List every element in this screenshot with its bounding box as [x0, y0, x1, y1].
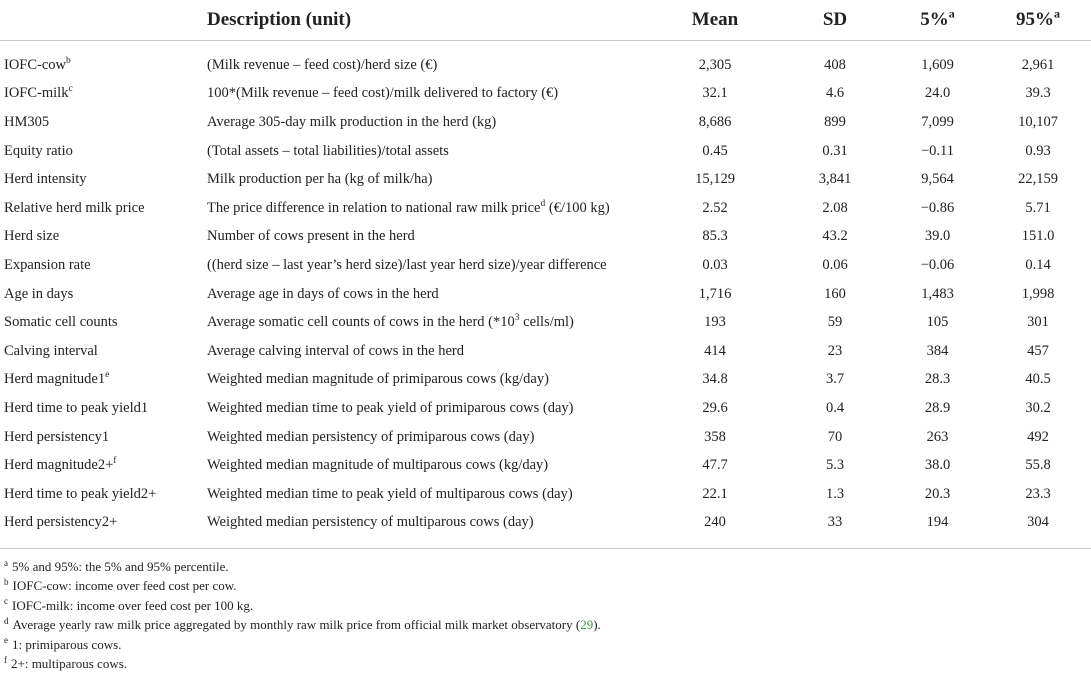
variable-description: Weighted median persistency of primiparous cows (day) [207, 428, 535, 445]
table-row [0, 366, 1091, 395]
variable-name: Herd time to peak yield2+ [4, 485, 157, 502]
sd-value: 0.06 [822, 256, 848, 273]
p5-value: 263 [926, 428, 949, 445]
sd-value: 899 [824, 113, 846, 130]
p95-value: 1,998 [1021, 285, 1055, 302]
sd-value: 2.08 [822, 199, 848, 216]
superscript: 3 [514, 313, 520, 324]
variable-description: ((herd size – last year’s herd size)/last year herd size)/year difference [207, 256, 607, 273]
variable-name: Age in days [4, 285, 74, 302]
table-row [0, 80, 1091, 109]
variable-description: 100*(Milk revenue – feed cost)/milk delivered to factory (€) [207, 85, 559, 102]
variable-name: IOFC-cow$^b$ [4, 55, 71, 73]
header-row [0, 0, 1091, 41]
p5-value: 20.3 [924, 485, 951, 502]
p5-value: 1,483 [921, 285, 954, 302]
sd-value: 3.7 [825, 371, 845, 388]
p95-value: 22,159 [1018, 171, 1058, 188]
p95-value: 151.0 [1021, 228, 1055, 245]
footnote-mark: f [4, 654, 7, 665]
footnote-mark: e [105, 370, 110, 381]
mean-value: 29.6 [702, 399, 728, 416]
header-variable [0, 0, 207, 41]
sd-value: 5.3 [825, 457, 845, 474]
p95-value: 30.2 [1025, 399, 1051, 416]
variable-description: Average 305-day milk production in the herd (kg) [207, 113, 497, 130]
variable-description: Weighted median time to peak yield of primiparous cows (day) [207, 399, 574, 416]
sd-value: 4.6 [825, 85, 845, 102]
header-mean: Mean [650, 0, 780, 41]
mean-value: 2.52 [702, 199, 728, 216]
footnote-mark: b [66, 55, 71, 66]
sd-value: 70 [827, 428, 843, 445]
variable-description: Average calving interval of cows in the herd [207, 342, 465, 359]
table-bottom-rule [0, 548, 1091, 549]
variable-name: Equity ratio [4, 142, 73, 159]
table-row [0, 194, 1091, 223]
footnote-mark: c [4, 596, 8, 607]
footnote: $^f$ 2+: multiparous cows. [4, 654, 128, 672]
p95-value: 304 [1027, 514, 1049, 531]
sd-value: 160 [824, 285, 846, 302]
mean-value: 2,305 [698, 56, 732, 73]
p95-value: 301 [1027, 314, 1049, 331]
table-row [0, 423, 1091, 452]
sd-value: 0.4 [825, 399, 845, 416]
footnote-mark: b [4, 577, 9, 588]
footnote-mark: a [1054, 6, 1060, 21]
mean-value: 358 [704, 428, 726, 445]
header-p5: 5%$^a$ [890, 0, 985, 41]
variable-description: (Milk revenue – feed cost)/herd size (€) [207, 56, 438, 73]
sd-value: 59 [827, 314, 843, 331]
mean-value: 414 [704, 342, 726, 359]
table-row [0, 337, 1091, 366]
variable-name: Herd magnitude1e [4, 370, 110, 388]
variable-description: (Total assets – total liabilities)/total assets [207, 142, 449, 159]
sd-value: 3,841 [818, 171, 852, 188]
header-description: Description (unit) [207, 0, 650, 41]
mean-value: 47.7 [702, 457, 728, 474]
variable-name: IOFC-milk$^c$ [4, 84, 73, 102]
p95-value: 0.93 [1025, 142, 1051, 159]
p5-value: 7,099 [921, 113, 954, 130]
mean-value: 240 [704, 514, 726, 531]
table-row [0, 108, 1091, 137]
table-row [0, 308, 1091, 337]
p5-value: −0.86 [920, 199, 955, 216]
mean-value: 193 [704, 314, 726, 331]
p5-value: 28.3 [924, 371, 951, 388]
variable-name: Herd size [4, 228, 60, 245]
footnote-mark: d [4, 615, 9, 626]
mean-value: 1,716 [698, 285, 732, 302]
p95-value: 2,961 [1021, 56, 1055, 73]
mean-value: 0.45 [702, 142, 728, 159]
table-row [0, 41, 1091, 80]
p5-value: 194 [926, 514, 949, 531]
p5-value: 384 [926, 342, 949, 359]
table-row [0, 480, 1091, 509]
sd-value: 0.31 [822, 142, 848, 159]
superscript: d [540, 198, 546, 209]
sd-value: 23 [827, 342, 843, 359]
variable-description: The price difference in relation to national raw milk price$^d$ (€/100 kg) [207, 198, 610, 216]
variable-description: Weighted median magnitude of multiparous cows (kg/day) [207, 457, 549, 474]
table-row [0, 137, 1091, 166]
p95-value: 23.3 [1025, 485, 1051, 502]
variable-name: Herd magnitude2+$^f$ [4, 456, 117, 474]
mean-value: 85.3 [702, 228, 728, 245]
sd-value: 1.3 [825, 485, 845, 502]
variable-description: Number of cows present in the herd [207, 228, 415, 245]
footnote-mark: e [4, 635, 8, 646]
variable-name: HM305 [4, 113, 50, 130]
variable-name: Herd persistency2+ [4, 514, 118, 531]
table-row [0, 251, 1091, 280]
table-footnotes [4, 557, 601, 673]
footnote: $^b$ IOFC-cow: income over feed cost per cow. [4, 577, 237, 594]
reference-link[interactable]: 29 [580, 617, 594, 633]
variable-name: Somatic cell counts [4, 314, 118, 331]
variable-name: Expansion rate [4, 256, 91, 273]
p5-value: 9,564 [921, 171, 954, 188]
variable-name: Herd time to peak yield1 [4, 399, 149, 416]
p95-value: 55.8 [1025, 457, 1051, 474]
mean-value: 22.1 [702, 485, 728, 502]
footnote: $^c$ IOFC-milk: income over feed cost per 100 kg. [4, 596, 254, 613]
variable-description: Weighted median time to peak yield of multiparous cows (day) [207, 485, 573, 502]
variable-name: Calving interval [4, 342, 98, 359]
p5-value: 1,609 [921, 56, 954, 73]
p95-value: 10,107 [1018, 113, 1058, 130]
p5-value: 24.0 [924, 85, 951, 102]
variable-description: Average age in days of cows in the herd [207, 285, 439, 302]
mean-value: 32.1 [702, 85, 728, 102]
p5-value: 28.9 [924, 399, 951, 416]
table-row [0, 451, 1091, 480]
footnote-mark: a [948, 6, 955, 21]
p95-value: 40.5 [1025, 371, 1051, 388]
table-row [0, 509, 1091, 538]
footnote-mark: c [68, 84, 73, 95]
variable-description: Weighted median persistency of multiparous cows (day) [207, 514, 534, 531]
p5-value: 38.0 [924, 457, 951, 474]
variable-name: Herd persistency1 [4, 428, 110, 445]
p95-value: 39.3 [1025, 85, 1051, 102]
p5-value: −0.11 [920, 142, 954, 159]
variable-description: Average somatic cell counts of cows in the herd ($*10^3$ cells/ml) [207, 313, 574, 331]
variable-name: Relative herd milk price [4, 199, 145, 216]
footnote: $^a$ 5% and 95%: the 5% and 95% percentile. [4, 557, 229, 574]
table-row [0, 165, 1091, 194]
p95-value: 457 [1027, 342, 1049, 359]
variable-description: Milk production per ha (kg of milk/ha) [207, 171, 433, 188]
p5-value: −0.06 [920, 256, 955, 273]
p95-value: 492 [1027, 428, 1049, 445]
table-row [0, 394, 1091, 423]
footnote: $^d$ Average yearly raw milk price aggregated by monthly raw milk price from official milk market observatory (29). [4, 615, 601, 633]
variable-description: Weighted median magnitude of primiparous cows (kg/day) [207, 371, 549, 388]
p5-value: 105 [926, 314, 949, 331]
mean-value: 8,686 [698, 113, 732, 130]
header-sd: SD [780, 0, 890, 41]
footnote-mark: a [4, 557, 8, 568]
p95-value: 0.14 [1025, 256, 1051, 273]
sd-value: 43.2 [822, 228, 848, 245]
p5-value: 39.0 [924, 228, 951, 245]
variable-name: Herd intensity [4, 171, 87, 188]
mean-value: 0.03 [702, 256, 728, 273]
table-row [0, 223, 1091, 252]
mean-value: 15,129 [695, 171, 735, 188]
footnote: $^e$ 1: primiparous cows. [4, 635, 122, 652]
table-row [0, 280, 1091, 309]
mean-value: 34.8 [702, 371, 728, 388]
footnote-mark: f [113, 456, 117, 467]
p95-value: 5.71 [1025, 199, 1051, 216]
header-p95: 95%$^a$ [985, 0, 1091, 41]
sd-value: 408 [824, 56, 846, 73]
sd-value: 33 [827, 514, 843, 531]
